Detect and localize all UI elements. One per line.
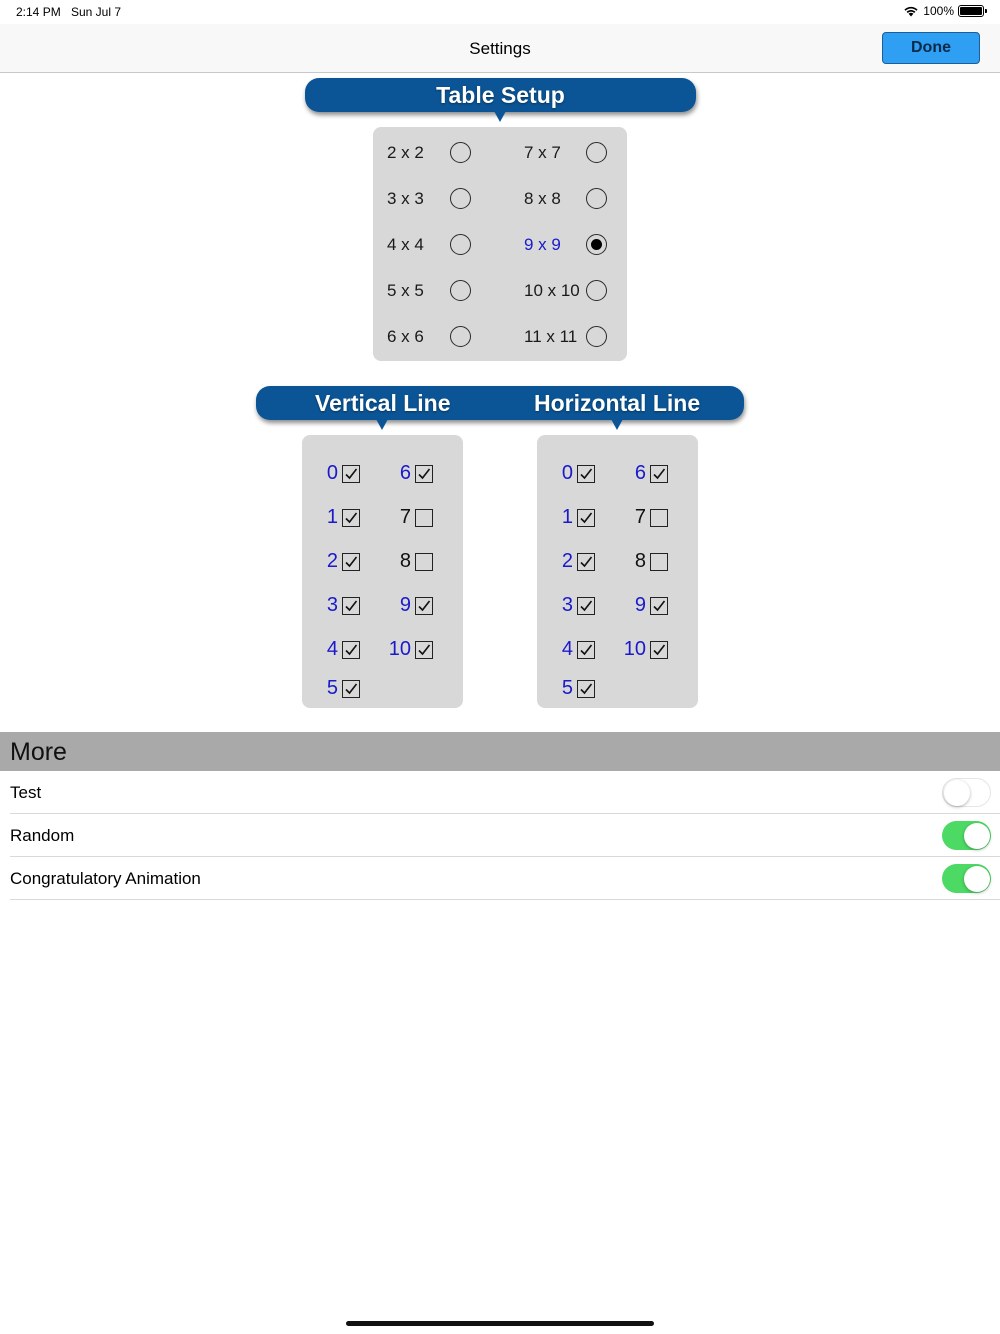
table-size-label[interactable]: 5 x 5: [387, 281, 424, 300]
line-checkbox[interactable]: [415, 465, 433, 483]
status-indicators: [903, 4, 984, 18]
table-setup-title: Table Setup: [436, 82, 565, 108]
line-number-label: 3: [326, 594, 338, 616]
checkmark-icon: [579, 511, 593, 525]
line-number-label: 6: [399, 462, 411, 484]
line-number-label: 7: [399, 506, 411, 528]
checkmark-icon: [344, 643, 358, 657]
line-number-label: 6: [634, 462, 646, 484]
line-checkbox[interactable]: [342, 597, 360, 615]
horizontal-line-panel: [537, 435, 698, 708]
line-number-label: 5: [561, 677, 573, 699]
line-checkbox[interactable]: [342, 509, 360, 527]
horizontal-line-title: Horizontal Line: [534, 390, 701, 416]
line-number-label: 7: [634, 506, 646, 528]
setting-label-random: Random: [10, 826, 75, 845]
vertical-line-title: Vertical Line: [315, 390, 451, 416]
checkmark-icon: [417, 599, 431, 613]
line-checkbox[interactable]: [577, 641, 595, 659]
line-checkbox[interactable]: [577, 680, 595, 698]
checkmark-icon: [417, 643, 431, 657]
table-size-radio[interactable]: [586, 142, 607, 163]
line-checkbox[interactable]: [577, 597, 595, 615]
line-number-label: 10: [388, 638, 411, 660]
line-number-label: 9: [634, 594, 646, 616]
line-number-label: 8: [634, 550, 646, 572]
line-number-label: 8: [399, 550, 411, 572]
checkmark-icon: [579, 467, 593, 481]
line-checkbox[interactable]: [415, 509, 433, 527]
table-size-label[interactable]: 2 x 2: [387, 143, 424, 162]
line-checkbox[interactable]: [342, 680, 360, 698]
random-toggle[interactable]: [942, 821, 991, 850]
line-number-label: 10: [623, 638, 646, 660]
table-size-label[interactable]: 4 x 4: [387, 235, 424, 254]
line-number-label: 0: [561, 462, 573, 484]
checkmark-icon: [579, 643, 593, 657]
line-number-label: 2: [561, 550, 573, 572]
setting-row-random: [0, 814, 1000, 857]
setting-label-congratulatory-animation: Congratulatory Animation: [10, 869, 201, 888]
line-checkbox[interactable]: [415, 641, 433, 659]
table-size-radio[interactable]: [450, 326, 471, 347]
table-size-radio[interactable]: [450, 142, 471, 163]
status-date: Sun Jul 7: [71, 5, 122, 19]
line-number-label: 1: [561, 506, 573, 528]
checkmark-icon: [652, 599, 666, 613]
status-bar: [0, 0, 1000, 24]
line-checkbox[interactable]: [650, 509, 668, 527]
line-checkbox[interactable]: [650, 597, 668, 615]
setting-label-test: Test: [10, 783, 42, 802]
line-checkbox[interactable]: [342, 641, 360, 659]
line-checkbox[interactable]: [415, 553, 433, 571]
table-size-label[interactable]: 7 x 7: [524, 143, 561, 162]
battery-icon: [958, 5, 984, 17]
banner-pointer: [494, 111, 506, 122]
line-number-label: 4: [326, 638, 338, 660]
congratulatory-animation-toggle[interactable]: [942, 864, 991, 893]
table-size-radio[interactable]: [586, 280, 607, 301]
table-size-label[interactable]: 8 x 8: [524, 189, 561, 208]
line-checkbox[interactable]: [415, 597, 433, 615]
line-checkbox[interactable]: [342, 553, 360, 571]
setting-row-test: [0, 771, 1000, 814]
line-number-label: 1: [326, 506, 338, 528]
vertical-banner-pointer: [376, 419, 388, 430]
line-checkbox[interactable]: [650, 553, 668, 571]
line-checkbox[interactable]: [577, 509, 595, 527]
more-header-label: More: [10, 738, 67, 766]
line-checkbox[interactable]: [577, 553, 595, 571]
line-checkbox[interactable]: [650, 465, 668, 483]
table-size-label[interactable]: 9 x 9: [524, 235, 561, 254]
table-setup-panel: [373, 127, 627, 361]
vertical-line-panel: [302, 435, 463, 708]
battery-percent: 100%: [923, 4, 954, 18]
line-number-label: 4: [561, 638, 573, 660]
checkmark-icon: [652, 643, 666, 657]
table-size-radio[interactable]: [450, 188, 471, 209]
line-number-label: 3: [561, 594, 573, 616]
checkmark-icon: [344, 467, 358, 481]
done-button[interactable]: Done: [882, 32, 980, 64]
lines-banner: [256, 386, 744, 420]
table-size-label[interactable]: 6 x 6: [387, 327, 424, 346]
page-title: Settings: [469, 39, 531, 58]
checkmark-icon: [417, 467, 431, 481]
horizontal-banner-pointer: [611, 419, 623, 430]
wifi-icon: [903, 5, 919, 17]
checkmark-icon: [579, 682, 593, 696]
checkmark-icon: [579, 599, 593, 613]
checkmark-icon: [652, 467, 666, 481]
table-size-radio[interactable]: [586, 326, 607, 347]
table-size-label[interactable]: 3 x 3: [387, 189, 424, 208]
table-setup-banner: [305, 78, 696, 112]
navigation-bar: [0, 24, 1000, 73]
line-checkbox[interactable]: [342, 465, 360, 483]
checkmark-icon: [344, 599, 358, 613]
line-number-label: 9: [399, 594, 411, 616]
line-number-label: 5: [326, 677, 338, 699]
status-time: 2:14 PM: [16, 5, 61, 19]
table-size-radio[interactable]: [450, 234, 471, 255]
checkmark-icon: [344, 511, 358, 525]
home-indicator: [346, 1321, 654, 1326]
checkmark-icon: [344, 555, 358, 569]
line-checkbox[interactable]: [650, 641, 668, 659]
table-size-radio[interactable]: [450, 280, 471, 301]
line-number-label: 0: [326, 462, 338, 484]
checkmark-icon: [344, 682, 358, 696]
setting-row-congratulatory-animation: [0, 857, 1000, 900]
line-checkbox[interactable]: [577, 465, 595, 483]
checkmark-icon: [579, 555, 593, 569]
table-size-radio[interactable]: [586, 234, 607, 255]
line-number-label: 2: [326, 550, 338, 572]
table-size-radio[interactable]: [586, 188, 607, 209]
more-section-header: [0, 732, 1000, 771]
test-toggle[interactable]: [942, 778, 991, 807]
table-size-label[interactable]: 10 x 10: [524, 281, 580, 300]
table-size-label[interactable]: 11 x 11: [524, 327, 578, 346]
